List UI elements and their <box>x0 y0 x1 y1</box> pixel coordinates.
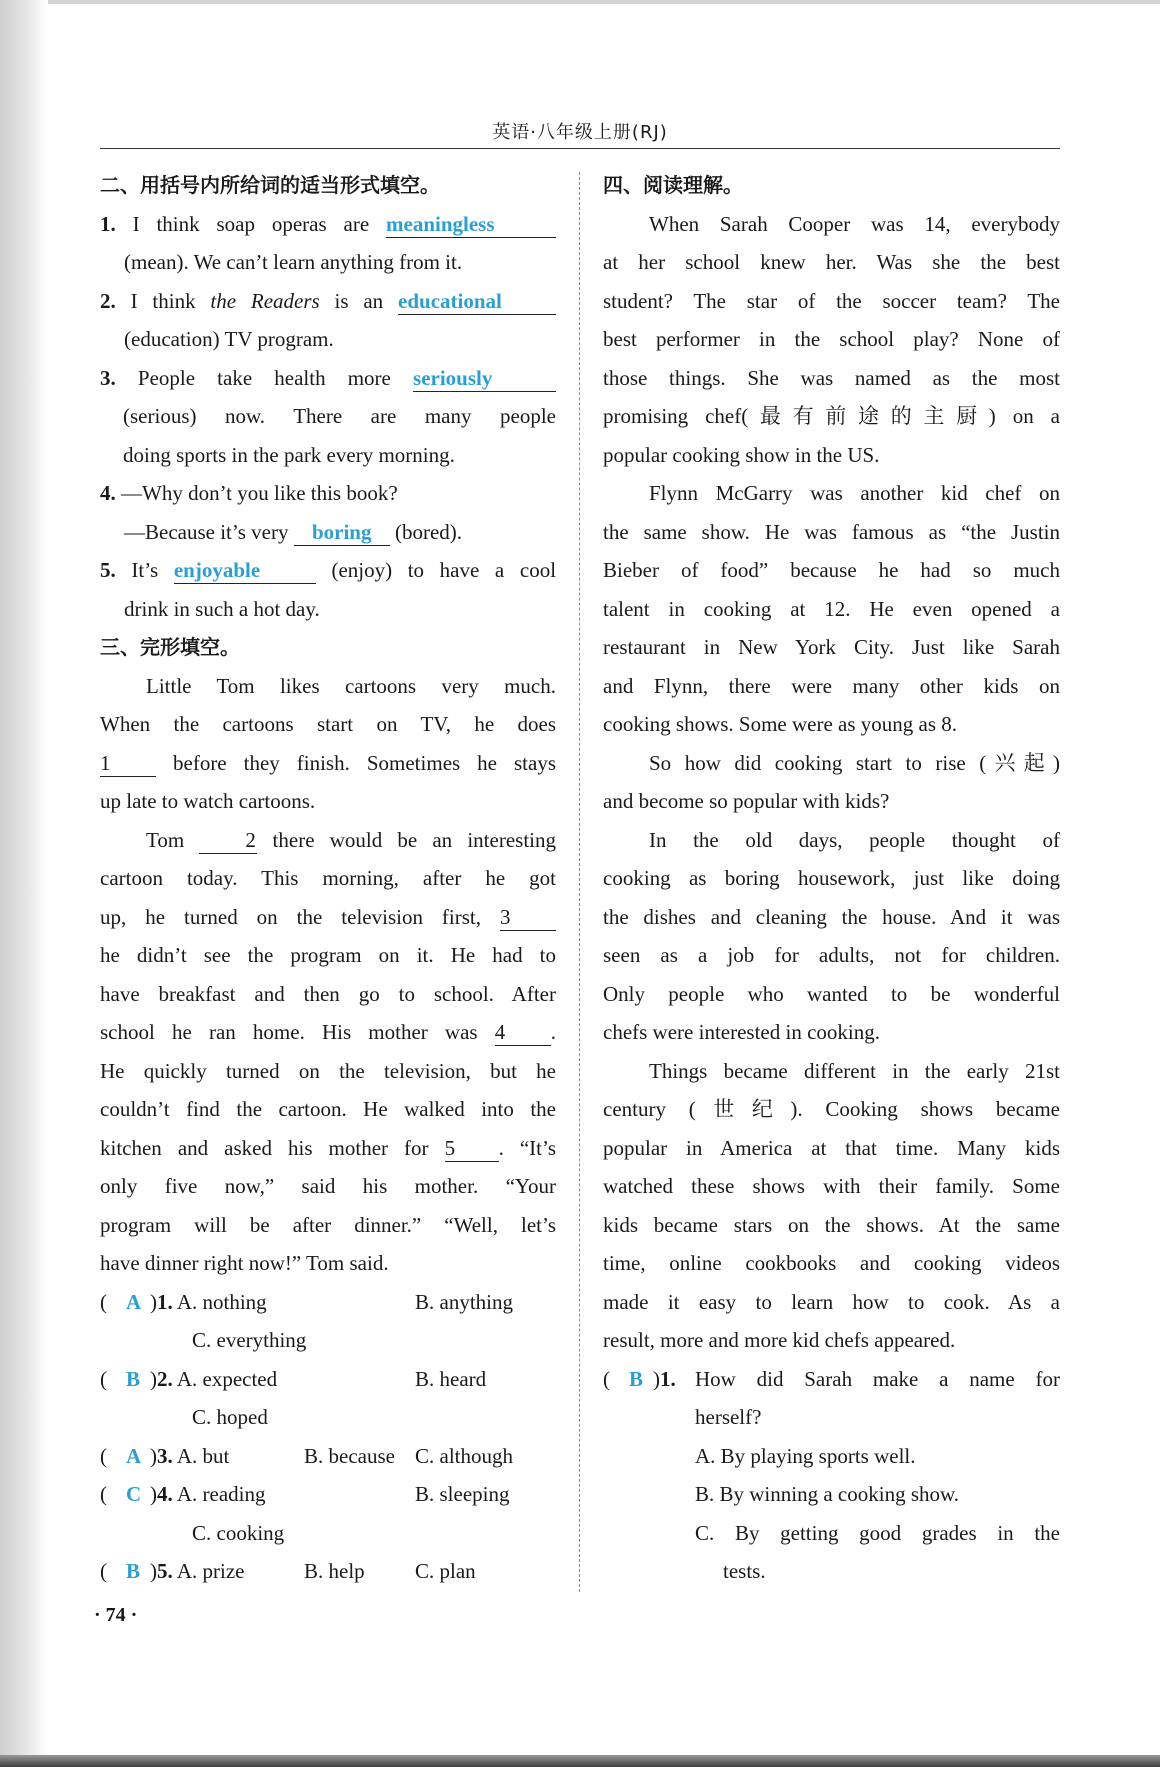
cloze-line: up late to watch cartoons. <box>100 789 316 813</box>
reading-line: So how did cooking start to rise (兴起) <box>649 750 1060 775</box>
question-2-3-line3: doing sports in the park every morning. <box>123 442 455 467</box>
cloze-question-1: ( A )1. A. nothing B. anything <box>100 1283 556 1322</box>
cloze-line: only five now,” said his mother. “Your <box>100 1174 556 1198</box>
cloze-answer-1: A <box>126 1289 142 1314</box>
question-2-4: 4. —Why don’t you like this book? <box>100 481 398 505</box>
reading-line: restaurant in New York City. Just like Sarah <box>603 635 1060 659</box>
reading-line: kids became stars on the shows. At the same <box>603 1212 1060 1237</box>
cloze-line: 1 before they finish. Sometimes he stays <box>100 750 556 775</box>
reading-option-b: B. By winning a cooking show. <box>695 1482 960 1506</box>
reading-line: Flynn McGarry was another kid chef on <box>649 481 1060 505</box>
answer-blank-2-4 <box>294 519 390 546</box>
reading-line: the same show. He was famous as “the Justin <box>603 519 1060 544</box>
reading-line: In the old days, people thought of <box>649 827 1060 852</box>
cloze-question-2-c: C. hoped <box>192 1405 268 1429</box>
header-rule <box>100 148 1060 149</box>
reading-question-1: ( B )1. How did Sarah make a name for <box>603 1360 1060 1399</box>
cloze-blank-4: 4 <box>495 1019 551 1046</box>
cloze-question-3: ( A )3. A. but B. because C. although <box>100 1437 556 1476</box>
question-2-3: 3. People take health more seriously <box>100 359 556 398</box>
page-bottom-edge <box>0 1755 1160 1767</box>
reading-line: those things. She was named as the most <box>603 365 1060 390</box>
section-4-title: 四、阅读理解。 <box>603 173 743 197</box>
reading-line: and Flynn, there were many other kids on <box>603 673 1060 698</box>
answer-text: educational <box>398 288 502 313</box>
cloze-answer-2: B <box>126 1366 141 1391</box>
cloze-question-4-c: C. cooking <box>192 1520 285 1545</box>
cloze-answer-5: B <box>126 1559 141 1583</box>
reading-line: seen as a job for adults, not for children. <box>603 943 1060 967</box>
question-2-2-line2: (education) TV program. <box>124 327 334 351</box>
answer-text: meaningless <box>386 211 495 236</box>
page-binding-shadow <box>0 0 48 1767</box>
page-header: 英语·八年级上册(RJ) <box>492 122 668 143</box>
reading-line: and become so popular with kids? <box>603 789 890 813</box>
question-2-5: 5. It’s enjoyable (enjoy) to have a cool <box>100 558 557 582</box>
cloze-answer-3: A <box>126 1443 142 1468</box>
reading-line: result, more and more kid chefs appeared. <box>603 1328 956 1352</box>
reading-line: promising chef(最有前途的主厨) on a <box>603 404 1060 428</box>
reading-line: Only people who wanted to be wonderful <box>603 981 1060 1006</box>
reading-line: the dishes and cleaning the house. And it was <box>603 904 1060 929</box>
cloze-line: kitchen and asked his mother for 5 . “It’s <box>100 1135 557 1160</box>
cloze-line: have breakfast and then go to school. After <box>100 981 556 1006</box>
column-divider <box>579 172 580 1592</box>
answer-blank-2-2 <box>398 288 556 315</box>
reading-line: chefs were interested in cooking. <box>603 1020 880 1044</box>
right-column <box>603 166 1060 1591</box>
page-top-edge <box>0 0 1160 4</box>
cloze-line: Little Tom likes cartoons very much. <box>146 673 556 698</box>
question-2-1-line2: (mean). We can’t learn anything from it. <box>124 250 463 274</box>
cloze-blank-5: 5 <box>445 1135 499 1162</box>
cloze-question-4: ( C )4. A. reading B. sleeping <box>100 1475 556 1514</box>
reading-line: watched these shows with their family. Some <box>603 1174 1060 1198</box>
cloze-line: couldn’t find the cartoon. He walked into the <box>100 1097 556 1121</box>
reading-line: Things became different in the early 21st <box>649 1058 1060 1083</box>
reading-line: Bieber of food” because he had so much <box>603 558 1060 582</box>
cloze-blank-3: 3 <box>500 904 556 931</box>
cloze-line: have dinner right now!” Tom said. <box>100 1251 389 1275</box>
reading-line: cooking shows. Some were as young as 8. <box>603 712 958 736</box>
reading-line: popular in America at that time. Many kids <box>603 1135 1060 1160</box>
reading-line: When Sarah Cooper was 14, everybody <box>649 211 1060 236</box>
cloze-question-5: ( B )5. A. prize B. help C. plan <box>100 1552 556 1591</box>
reading-passage <box>603 205 1060 1360</box>
reading-option-a: A. By playing sports well. <box>695 1443 916 1468</box>
cloze-line: up, he turned on the television first, 3 <box>100 898 556 937</box>
cloze-blank-2: 2 <box>199 827 257 854</box>
reading-answer-1: B <box>629 1366 644 1391</box>
question-2-3-line2: (serious) now. There are many people <box>123 404 556 428</box>
question-2-4-line2: —Because it’s very boring (bored). <box>124 519 463 544</box>
cloze-question-1-c: C. everything <box>192 1328 307 1352</box>
answer-blank-2-3 <box>413 365 556 392</box>
reading-line: talent in cooking at 12. He even opened a <box>603 596 1060 621</box>
reading-line: at her school knew her. Was she the best <box>603 250 1060 274</box>
cloze-line: When the cartoons start on TV, he does <box>100 712 556 736</box>
section-3-title: 三、完形填空。 <box>100 635 240 659</box>
cloze-answer-4: C <box>126 1482 142 1506</box>
cloze-question-2: ( B )2. A. expected B. heard <box>100 1360 556 1399</box>
question-2-1: 1. I think soap operas are meaningless <box>100 205 556 244</box>
cloze-line: program will be after dinner.” “Well, let’s <box>100 1212 556 1237</box>
reading-line: cooking as boring housework, just like doing <box>603 866 1060 890</box>
reading-line: popular cooking show in the US. <box>603 442 880 467</box>
reading-line: student? The star of the soccer team? The <box>603 288 1060 313</box>
cloze-line: cartoon today. This morning, after he got <box>100 866 556 890</box>
cloze-line: Tom 2 there would be an interesting <box>146 827 556 852</box>
answer-text: boring <box>311 519 372 544</box>
reading-question-1-stem2: herself? <box>695 1405 762 1429</box>
page-number: · 74 · <box>94 1604 138 1626</box>
answer-blank-2-5 <box>174 557 316 584</box>
question-2-5-line2: drink in such a hot day. <box>124 596 320 621</box>
answer-text: seriously <box>413 365 493 390</box>
reading-line: time, online cookbooks and cooking videos <box>603 1251 1060 1275</box>
reading-line: century (世纪). Cooking shows became <box>603 1097 1060 1121</box>
answer-text: enjoyable <box>173 558 261 582</box>
reading-option-c: C. By getting good grades in the <box>695 1520 1060 1545</box>
cloze-blank-1: 1 <box>100 750 156 777</box>
answer-blank-2-1 <box>386 211 556 238</box>
cloze-line: he didn’t see the program on it. He had to <box>100 943 556 967</box>
section-2-title: 二、用括号内所给词的适当形式填空。 <box>100 173 440 197</box>
reading-line: best performer in the school play? None of <box>603 327 1060 351</box>
reading-line: made it easy to learn how to cook. As a <box>603 1289 1060 1314</box>
reading-option-c-line2: tests. <box>723 1559 766 1583</box>
left-column <box>100 166 556 1591</box>
question-2-2: 2. I think the Readers is an educational <box>100 282 556 321</box>
cloze-line: He quickly turned on the television, but he <box>100 1058 556 1083</box>
cloze-line: school he ran home. His mother was 4 . <box>100 1020 556 1044</box>
